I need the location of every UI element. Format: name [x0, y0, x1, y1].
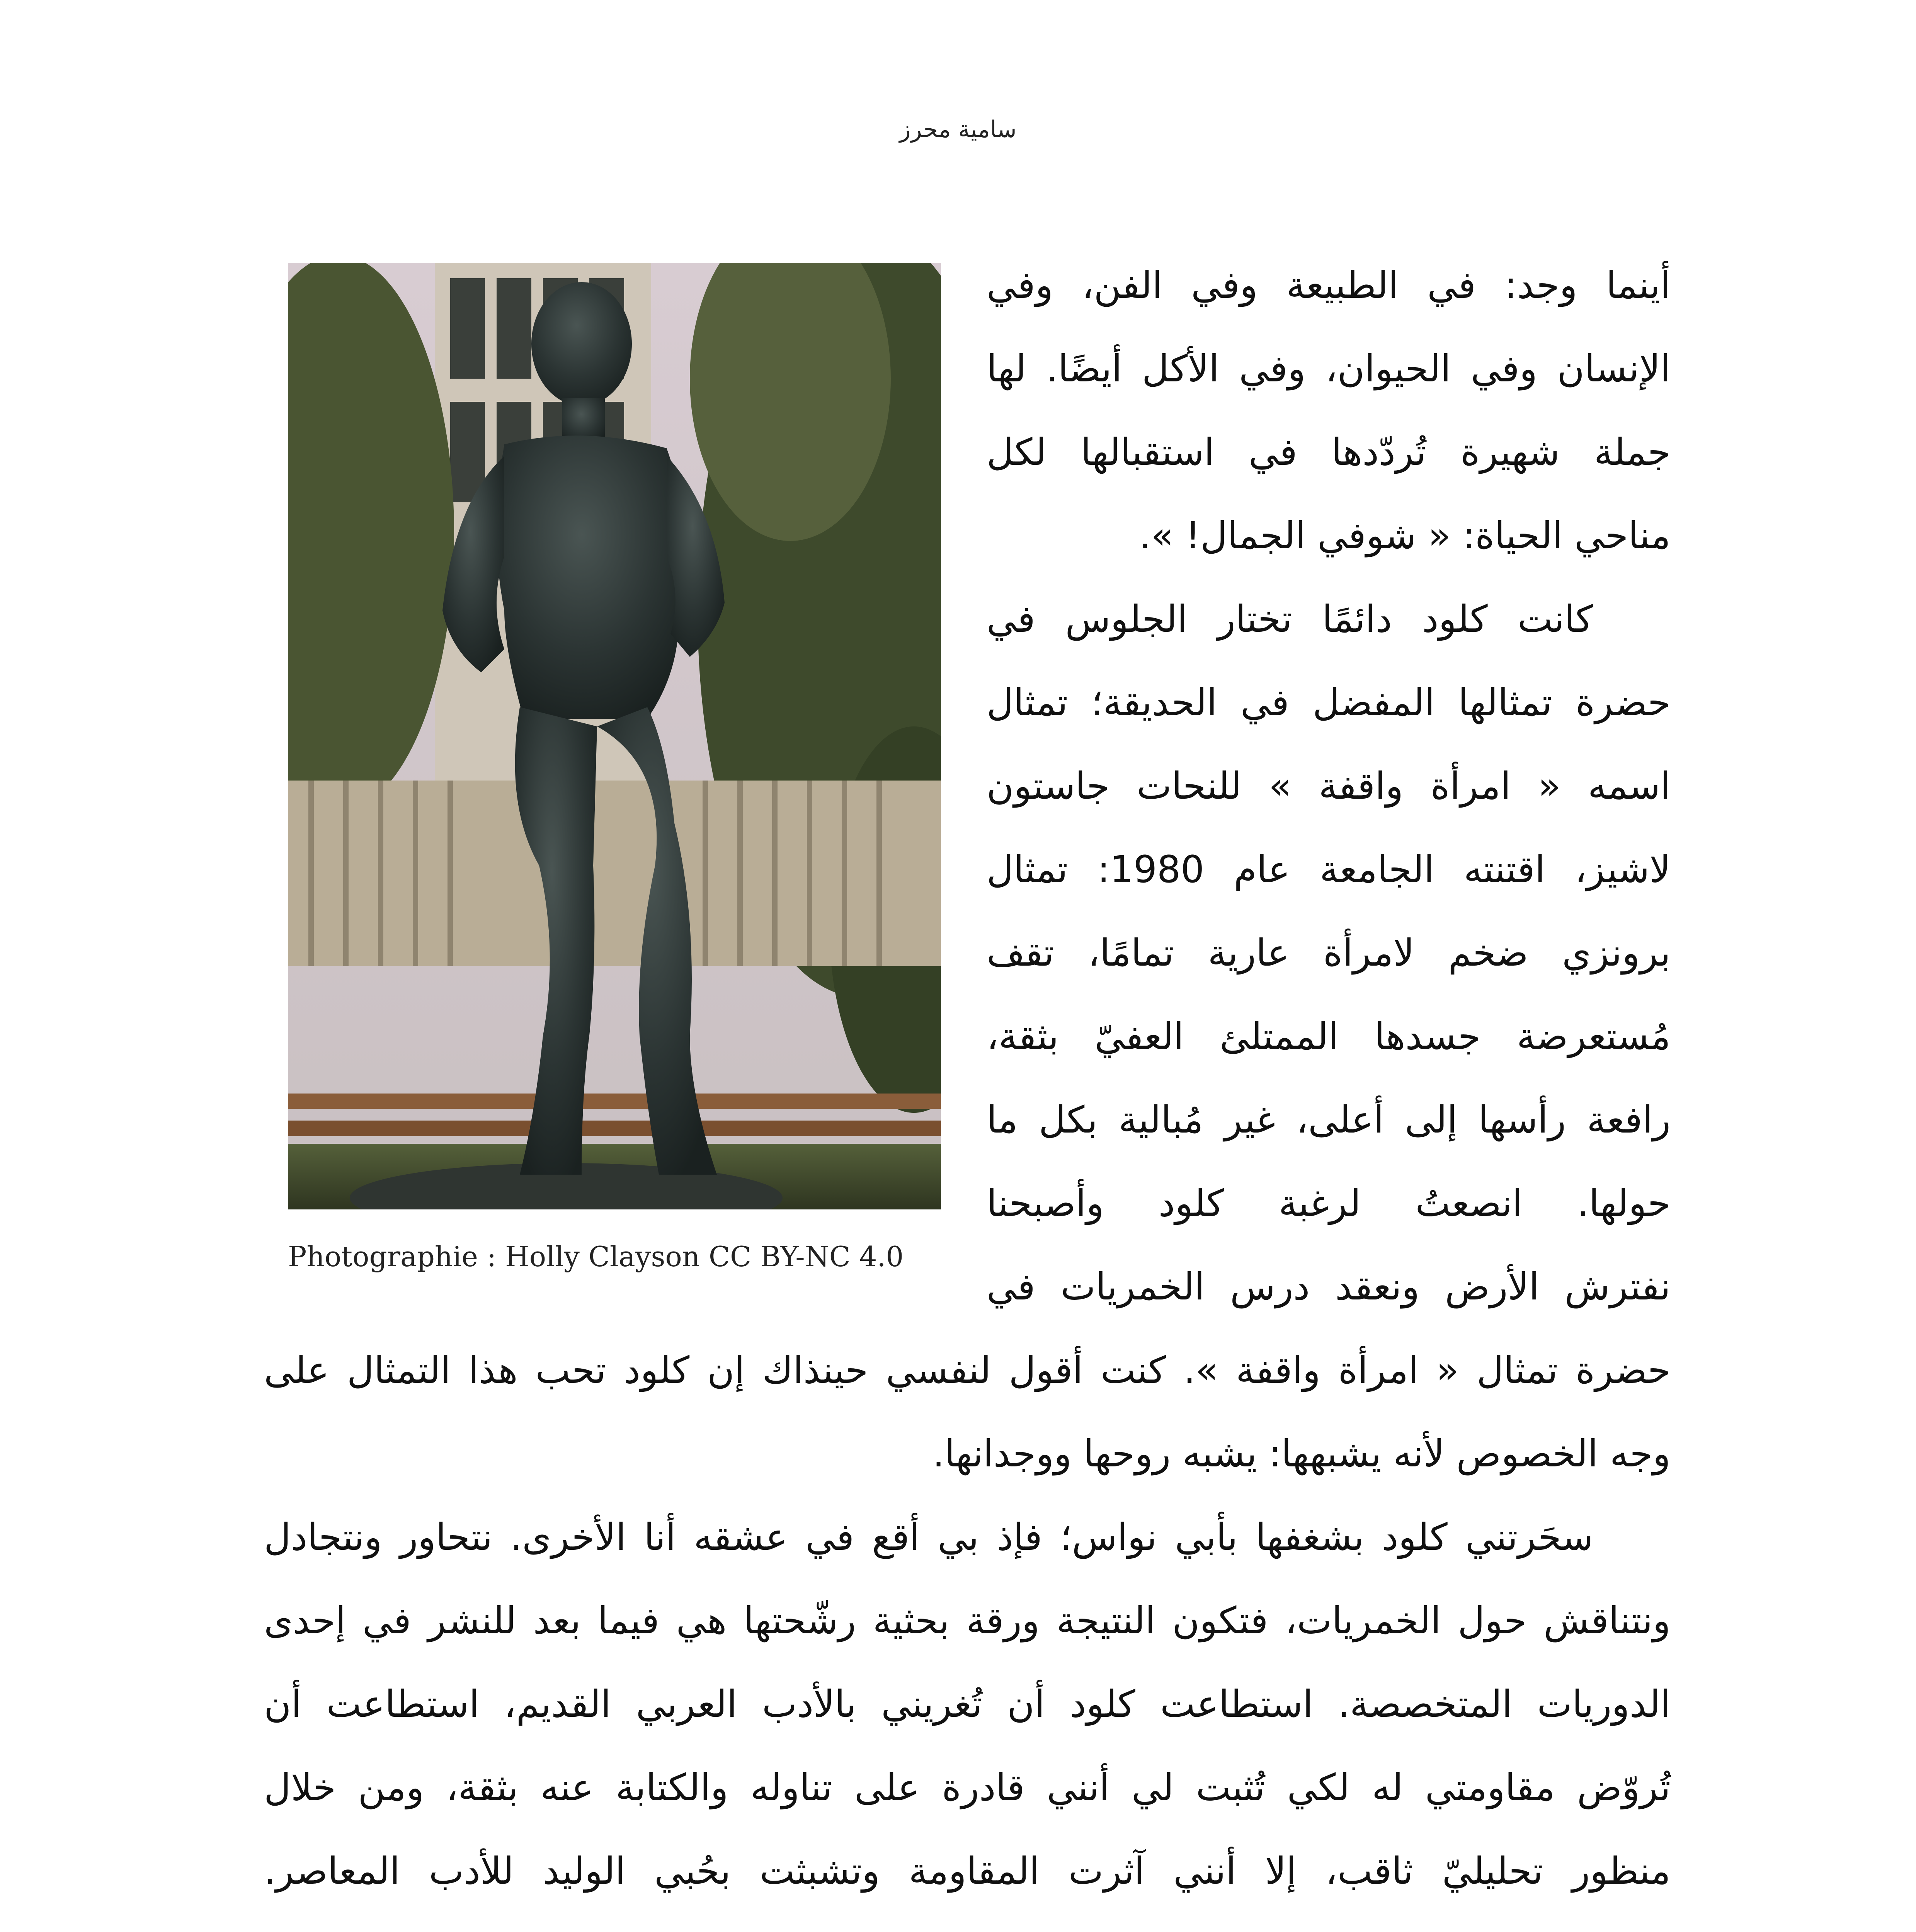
text-line: برونزي ضخم لامرأة عارية تمامًا، تقف [987, 931, 1671, 975]
text-line: حضرة تمثالها المفضل في الحديقة؛ تمثال [987, 681, 1671, 724]
text-line: وجه الخصوص لأنه يشبهها: يشبه روحها ووجدانها. [932, 1432, 1671, 1475]
text-line: كانت كلود دائمًا تختار الجلوس في [987, 597, 1593, 641]
text-line: منظور تحليليّ ثاقب، إلا أنني آثرت المقاومة وتشبثت بحُبي الوليد للأدب المعاصر. [264, 1849, 1671, 1893]
text-line: مُستعرضة جسدها الممتلئ العفيّ بثقة، [987, 1015, 1671, 1058]
text-line [264, 1913, 1671, 1932]
text-line: حولها. انصعتُ لرغبة كلود وأصبحنا [987, 1182, 1671, 1225]
text-line: الدوريات المتخصصة. استطاعت كلود أن تُغريني بالأدب العربي القديم، استطاعت أن [264, 1682, 1671, 1726]
text-line: سحَرتني كلود بشغفها بأبي نواس؛ فإذ بي أقع في عشقه أنا الأخرى. نتحاور ونتجادل [264, 1515, 1593, 1559]
wide-paragraph-2 [264, 1495, 1671, 1932]
text-line: ونتناقش حول الخمريات، فتكون النتيجة ورقة بحثية رشّحتها هي فيما بعد للنشر في إحدى [264, 1599, 1671, 1642]
text-line: تُروّض مقاومتي له لكي تُثبت لي أنني قادرة على تناوله والكتابة عنه بثقة، ومن خلال [264, 1766, 1671, 1809]
running-head-author: سامية محرز [899, 116, 1017, 143]
text-line: رافعة رأسها إلى أعلى، غير مُبالية بكل ما [987, 1098, 1671, 1141]
wide-paragraph-1 [264, 1328, 1671, 1495]
text-line: اسمه « امرأة واقفة » للنحات جاستون [987, 764, 1671, 808]
text-line: نفترش الأرض ونعقد درس الخمريات في [987, 1265, 1671, 1308]
standing-woman-statue-image [288, 263, 941, 1209]
text-line: جملة شهيرة تُردّدها في استقبالها لكل [987, 430, 1671, 474]
text-line: حضرة تمثال « امرأة واقفة ». كنت أقول لنفسي حينذاك إن كلود تحب هذا التمثال على [264, 1349, 1671, 1392]
statue-photo [288, 263, 941, 1209]
photo-caption: Photographie : Holly Clayson CC BY-NC 4.0 [288, 1240, 904, 1273]
text-line: الإنسان وفي الحيوان، وفي الأكل أيضًا. لها [987, 347, 1671, 390]
narrow-paragraphs [987, 243, 1671, 1328]
text-line: مناحي الحياة: « شوفي الجمال! ». [1139, 514, 1671, 557]
text-line: أينما وجد: في الطبيعة وفي الفن، وفي [987, 264, 1671, 307]
text-line: لاشيز، اقتنته الجامعة عام 1980: تمثال [987, 848, 1671, 891]
